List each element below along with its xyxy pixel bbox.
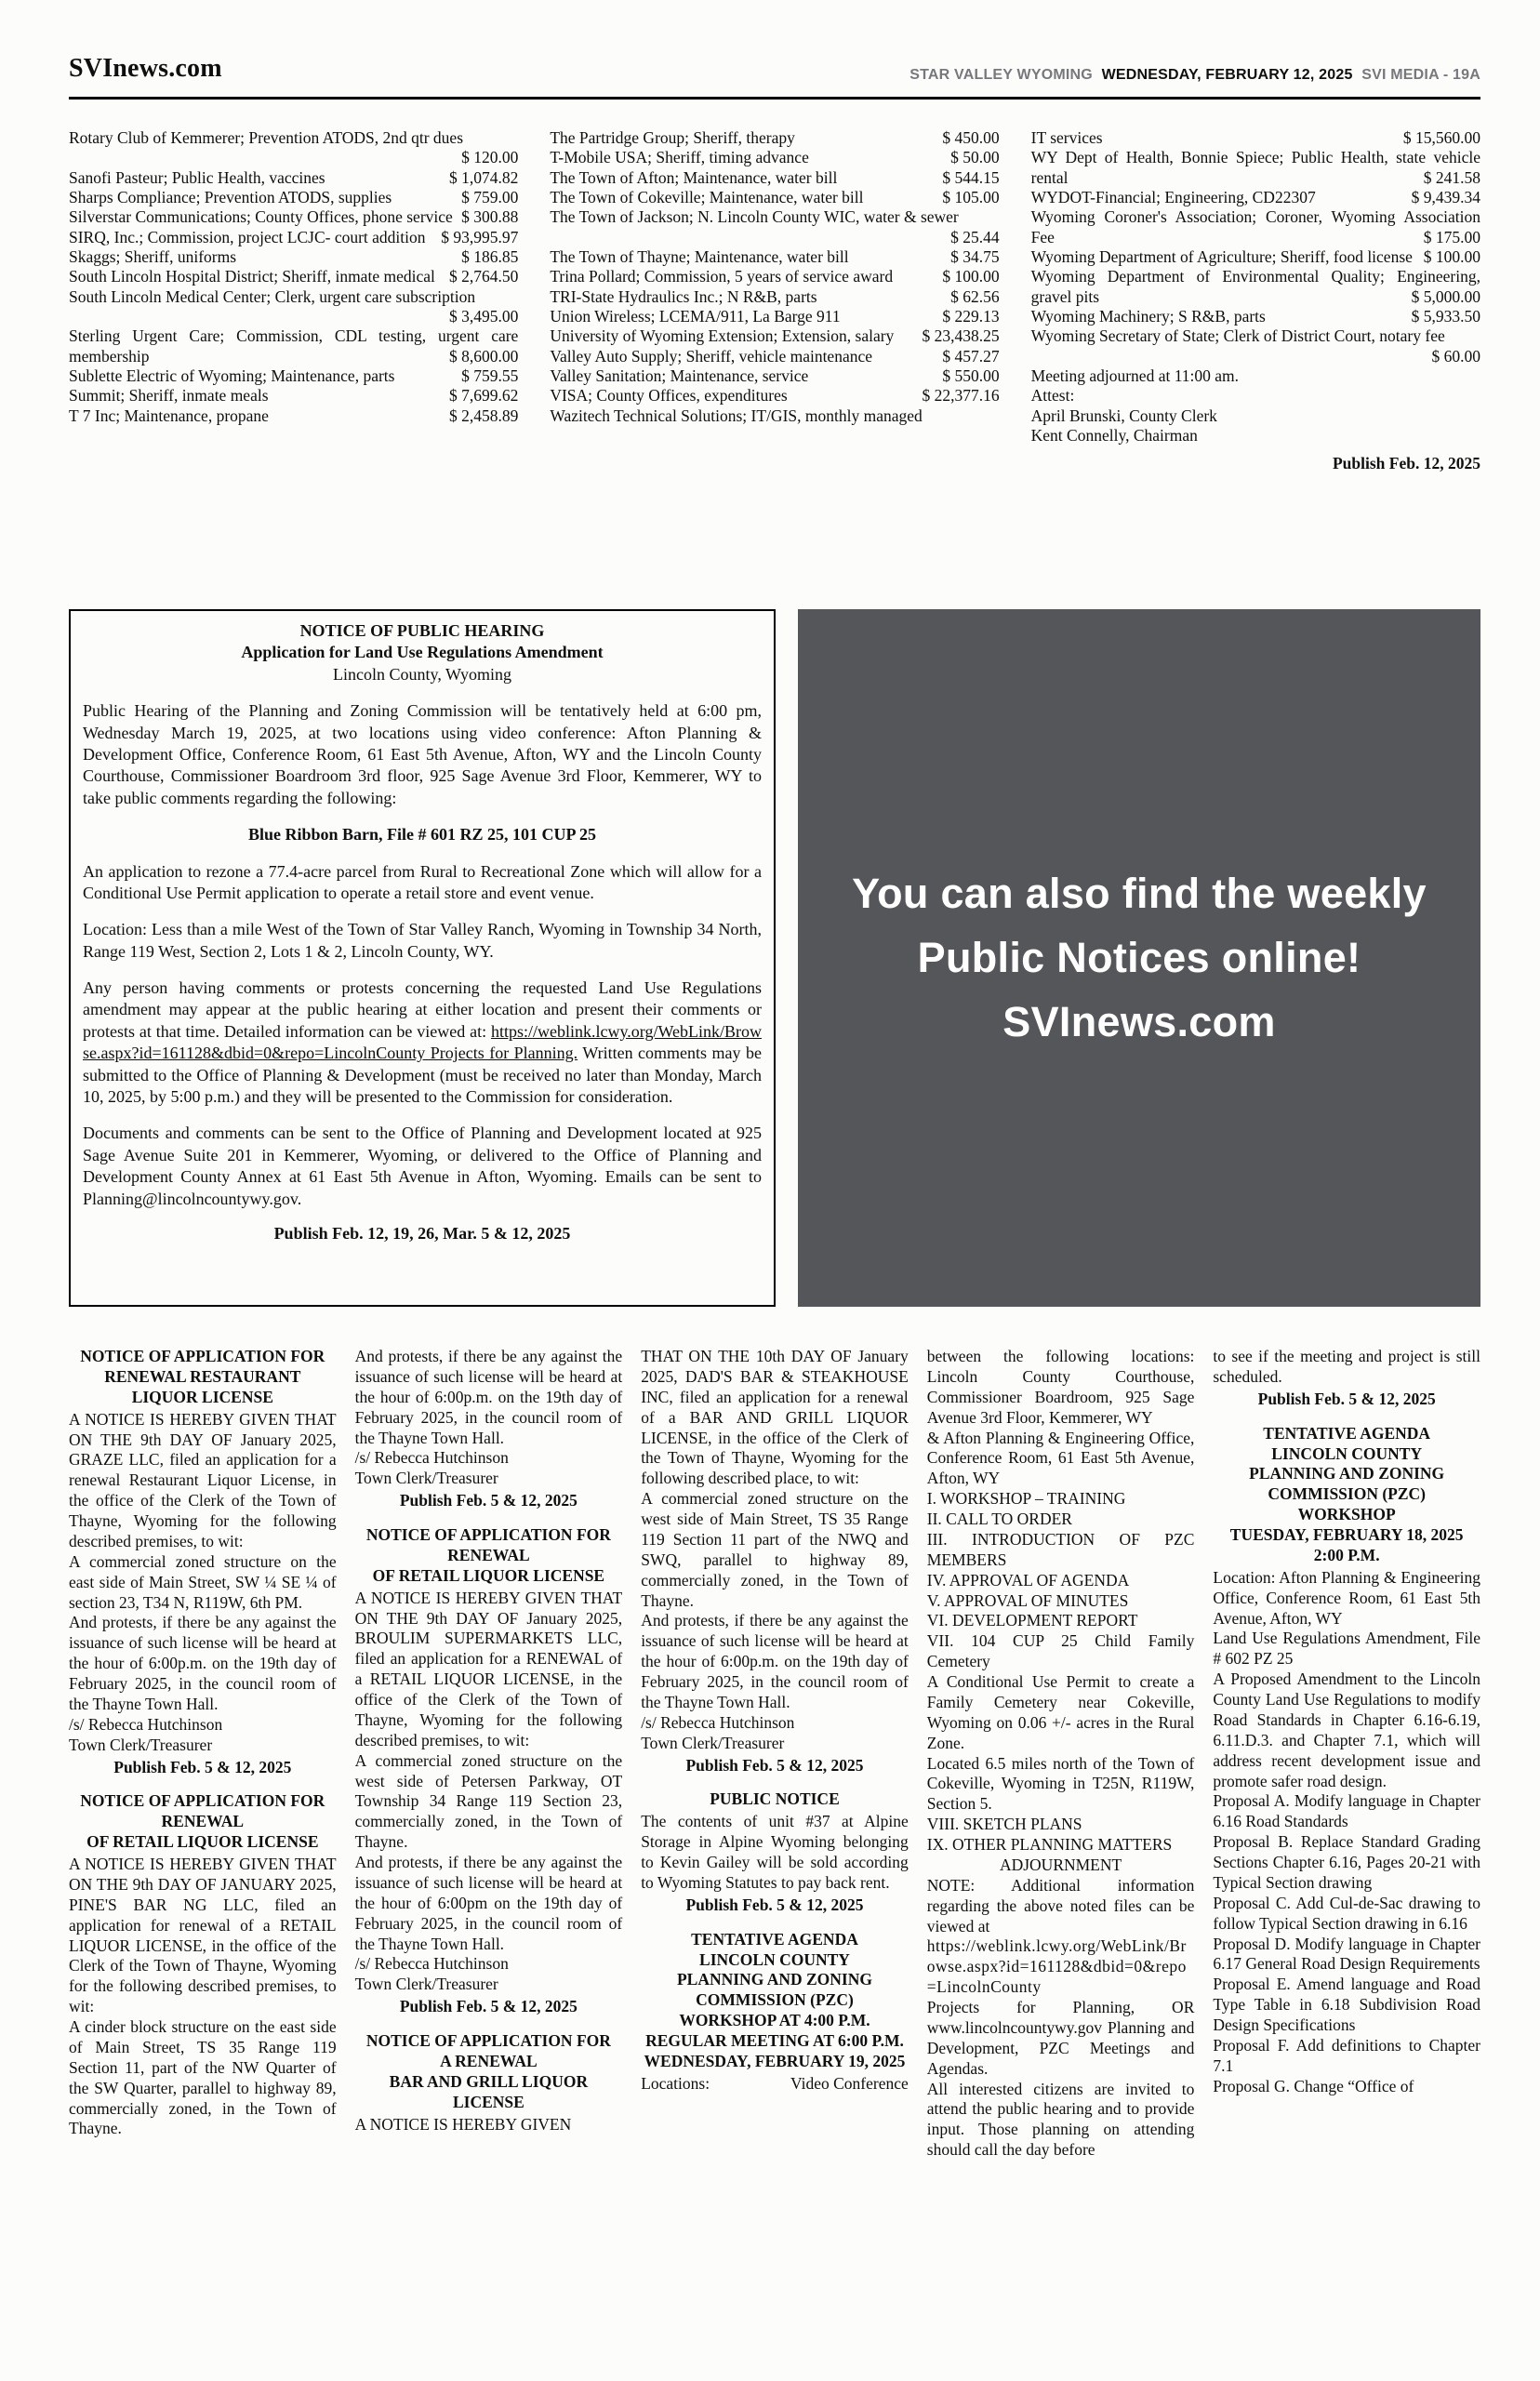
weblink-url[interactable]: https://weblink.lcwy.org/WebLink/Browse.aspx?id=161128&dbid=0&repo=LincolnCounty Projects for Planning. [83, 1021, 762, 1063]
notice-heading: TENTATIVE AGENDA LINCOLN COUNTY PLANNING AND ZONING COMMISSION (PZC) WORKSHOP TUESDAY, FEBRUARY 18, 2025 2:00 P.M. [1229, 1423, 1464, 1564]
ledger-amount: $ 1,074.82 [448, 167, 519, 187]
notice-paragraph: Proposal E. Amend language and Road Type Table in 6.18 Subdivision Road Design Specifications [1213, 1975, 1480, 2034]
ledger-amount: $ 25.44 [950, 227, 1000, 246]
notice-heading: TENTATIVE AGENDA LINCOLN COUNTY PLANNING AND ZONING COMMISSION (PZC) WORKSHOP AT 4:00 P.M. REGULAR MEETING AT 6:00 P.M. WEDNESDAY, FEBRUARY 19, 2025 [644, 1929, 906, 2070]
ledger-entry: Valley Sanitation; Maintenance, service $ 550.00 [550, 366, 1000, 386]
ledger-entry: SIRQ, Inc.; Commission, project LCJC- court addition $ 93,995.97 [69, 227, 519, 246]
signature-line: Town Clerk/Treasurer [354, 1975, 498, 1994]
notice-paragraph: A commercial zoned structure on the west side of Petersen Parkway, OT Township 34 Range 119 Section 23, commercially zoned, in the Town of Thayne. [354, 1750, 623, 1852]
ledger-entry: T 7 Inc; Maintenance, propane $ 2,458.89 [69, 406, 519, 425]
ledger-entry: IT services $ 15,560.00 [1030, 128, 1480, 147]
issue-date: WEDNESDAY, FEBRUARY 12, 2025 [1101, 67, 1353, 83]
ledger-entry: The Town of Cokeville; Maintenance, water bill $ 105.00 [550, 188, 1000, 207]
notices-column-1 [69, 1347, 337, 2161]
ledger-amount: $ 241.58 [1423, 167, 1480, 187]
ledger-entry: WY Dept of Health, Bonnie Spiece; Public Health, state vehicle rental $ 241.58 [1030, 148, 1480, 187]
header-rule [69, 97, 1480, 100]
hearing-county: Lincoln County, Wyoming [333, 664, 511, 684]
notice-paragraph: A NOTICE IS HEREBY GIVEN THAT ON THE 9th DAY OF January 2025, GRAZE LLC, filed an application for a renewal Restaurant Liquor License, in the office of the Clerk of the Town of Thayne, Wyoming for the following described premises, to wit: [69, 1409, 337, 1550]
publish-line: Publish Feb. 5 & 12, 2025 [685, 1755, 864, 1775]
middle-section [69, 609, 1480, 1307]
notice-paragraph: VIII. SKETCH PLANS [926, 1815, 1082, 1834]
ad-line-1: You can also find the weekly [852, 870, 1427, 918]
ledger-entry: WYDOT-Financial; Engineering, CD22307 $ 9,439.34 [1030, 188, 1480, 207]
hearing-paragraph: Documents and comments can be sent to the Office of Planning and Development located at 925 Sage Avenue Suite 201 in Kemmerer, Wyoming, or delivered to the Office of Planning and Development County Annex at 61 East 5th Avenue in Afton, Wyoming. Emails can be sent to Planning@lincolncountywy.gov. [83, 1124, 762, 1208]
notice-heading: NOTICE OF APPLICATION FOR RENEWAL RESTAURANT LIQUOR LICENSE [80, 1347, 325, 1406]
expenditure-ledger [69, 128, 1480, 473]
notice-paragraph: A commercial zoned structure on the west side of Main Street, TS 35 Range 119 Section 11 part of the NWQ and SWQ, parallel to highway 89, commercially zoned, in the Town of Thayne. [641, 1489, 909, 1610]
ledger-entry: Sharps Compliance; Prevention ATODS, supplies $ 759.00 [69, 188, 519, 207]
ad-line-3: SVInews.com [1002, 997, 1276, 1045]
ledger-amount: $ 759.55 [461, 366, 519, 386]
ledger-entry: Attest: [1030, 386, 1075, 406]
notice-paragraph: And protests, if there be any against the issuance of such license will be heard at the hour of 6:00p.m. on the 19th day of February 2025, in the council room of the Thayne Town Hall. [641, 1611, 909, 1711]
signature-line: Town Clerk/Treasurer [641, 1733, 785, 1752]
ledger-amount: $ 3,495.00 [448, 307, 519, 326]
ledger-entry: Trina Pollard; Commission, 5 years of service award $ 100.00 [550, 267, 1000, 286]
issue-line [905, 67, 1480, 84]
notice-paragraph: between the following locations: Lincoln County Courthouse, Commissioner Boardroom, 925 Sage Avenue 3rd Floor, Kemmerer, WY [926, 1347, 1195, 1427]
notice-value: Video Conference [790, 2073, 909, 2093]
notice-paragraph: A Proposed Amendment to the Lincoln County Land Use Regulations to modify Road Standards in Chapter 6.16-6.19, 6.11.D.3. and Chapter 7.1, which will address recent development issue and promote safer road design. [1213, 1669, 1480, 1790]
notice-paragraph: The contents of unit #37 at Alpine Storage in Alpine Wyoming belonging to Kevin Gailey will be sold according to Wyoming Statutes to pay back rent. [641, 1812, 909, 1892]
ledger-amount: $ 2,764.50 [448, 267, 519, 286]
ledger-entry: Meeting adjourned at 11:00 am. [1030, 366, 1240, 386]
notice-paragraph: VII. 104 CUP 25 Child Family Cemetery [926, 1631, 1195, 1671]
notice-paragraph: A cinder block structure on the east side of Main Street, TS 35 Range 119 Section 11, part of the NW Quarter of the SW Quarter, parallel to highway 89, commercially zoned, in the Town of Thayne. [69, 2017, 337, 2138]
ledger-amount: $ 62.56 [950, 286, 1000, 306]
hearing-subtitle: Application for Land Use Regulations Amendment [241, 643, 604, 662]
notice-paragraph: THAT ON THE 10th DAY OF January 2025, DAD'S BAR & STEAKHOUSE INC, filed an application for a renewal of a BAR AND GRILL LIQUOR LICENSE, in the office of the Clerk of the Town of Thayne, Wyoming for the following described place, to wit: [641, 1347, 909, 1488]
ledger-amount: $ 457.27 [942, 346, 1000, 366]
legal-notices [69, 1347, 1480, 2161]
ledger-entry: April Brunski, County Clerk [1030, 406, 1217, 425]
notice-paragraph: A NOTICE IS HEREBY GIVEN THAT ON THE 9th DAY OF JANUARY 2025, PINE'S BAR NG LLC, filed an application for renewal of a RETAIL LIQUOR LICENSE, in the office of the Clerk of the Town of Thayne, Wyoming for the following described premises, to wit: [69, 1855, 337, 2016]
ledger-entry: Wyoming Department of Environmental Quality; Engineering, gravel pits $ 5,000.00 [1030, 267, 1480, 306]
notice-paragraph: Land Use Regulations Amendment, File # 602 PZ 25 [1213, 1629, 1480, 1669]
ledger-amount: $ 229.13 [942, 307, 1000, 326]
ledger-entry: Sublette Electric of Wyoming; Maintenance, parts $ 759.55 [69, 366, 519, 386]
hearing-paragraph: An application to rezone a 77.4-acre parcel from Rural to Recreational Zone which will allow for a Conditional Use Permit application to operate a retail store and event venue. [83, 861, 762, 902]
publish-line: Publish Feb. 12, 19, 26, Mar. 5 & 12, 2025 [273, 1223, 571, 1243]
ledger-entry: Wyoming Machinery; S R&B, parts $ 5,933.50 [1030, 307, 1480, 326]
notices-column-4 [927, 1347, 1195, 2161]
masthead [69, 54, 1480, 84]
notice-paragraph: Proposal B. Replace Standard Grading Sections Chapter 6.16, Pages 20-21 with Typical Section drawing [1213, 1832, 1480, 1892]
notice-paragraph: Proposal C. Add Cul-de-Sac drawing to follow Typical Section drawing in 6.16 [1213, 1893, 1480, 1933]
ledger-entry: Rotary Club of Kemmerer; Prevention ATODS, 2nd qtr dues $ 120.00 [69, 128, 519, 167]
publish-line: Publish Feb. 12, 2025 [1332, 453, 1480, 472]
notice-heading: NOTICE OF APPLICATION FOR RENEWAL OF RETAIL LIQUOR LICENSE [80, 1791, 325, 1852]
ad-line-2: Public Notices online! [917, 934, 1361, 982]
notice-paragraph: And protests, if there be any against the issuance of such license will be heard at the hour of 6:00p.m. on the 19th day of February 2025, in the council room of the Thayne Town Hall. [354, 1347, 623, 1447]
notice-heading: NOTICE OF APPLICATION FOR A RENEWAL BAR AND GRILL LIQUOR LICENSE [365, 2031, 611, 2111]
ledger-entry: Sanofi Pasteur; Public Health, vaccines $ 1,074.82 [69, 167, 519, 187]
site-name: SVInews.com [69, 54, 222, 83]
notice-paragraph: A NOTICE IS HEREBY GIVEN THAT ON THE 9th DAY OF January 2025, BROULIM SUPERMARKETS LLC, filed an application for a RENEWAL of a RETAIL LIQUOR LICENSE, in the office of the Clerk of the Town of Thayne, Wyoming for the following described premises, to wit: [354, 1588, 623, 1749]
notice-centered-line: ADJOURNMENT [999, 1855, 1122, 1874]
ledger-entry: Wyoming Department of Agriculture; Sheriff, food license $ 100.00 [1030, 247, 1480, 267]
ledger-amount: $ 2,458.89 [448, 406, 519, 425]
ledger-entry: The Partridge Group; Sheriff, therapy $ 450.00 [550, 128, 1000, 147]
notice-paragraph: Proposal G. Change “Office of [1213, 2076, 1414, 2095]
ledger-amount: $ 300.88 [461, 207, 519, 227]
ledger-entry: South Lincoln Medical Center; Clerk, urgent care subscription $ 3,495.00 [69, 286, 519, 326]
ledger-entry: Union Wireless; LCEMA/911, La Barge 911 $ 229.13 [550, 307, 1000, 326]
notice-paragraph: VI. DEVELOPMENT REPORT [926, 1611, 1138, 1630]
notice-paragraph: A NOTICE IS HEREBY GIVEN [354, 2114, 572, 2134]
ledger-amount: $ 105.00 [942, 188, 1000, 207]
ledger-amount: $ 93,995.97 [441, 227, 519, 246]
publish-line: Publish Feb. 5 & 12, 2025 [685, 1895, 864, 1914]
ledger-amount: $ 7,699.62 [448, 386, 519, 406]
ledger-amount: $ 759.00 [461, 188, 519, 207]
ledger-amount: $ 120.00 [461, 148, 519, 167]
notice-paragraph: And protests, if there be any against the issuance of such license will be heard at the hour of 6:00p.m. on the 19th day of February 2025, in the council room of the Thayne Town Hall. [69, 1613, 337, 1713]
signature-line: Town Clerk/Treasurer [354, 1469, 498, 1488]
notice-paragraph: Located 6.5 miles north of the Town of Cokeville, Wyoming in T25N, R119W, Section 5. [926, 1753, 1195, 1814]
notice-paragraph: IX. OTHER PLANNING MATTERS [926, 1835, 1173, 1854]
ledger-entry: VISA; County Offices, expenditures $ 22,377.16 [550, 386, 1000, 406]
notice-location-line [641, 2074, 909, 2095]
ledger-entry: Valley Auto Supply; Sheriff, vehicle maintenance $ 457.27 [550, 346, 1000, 366]
ledger-amount: $ 34.75 [950, 247, 1000, 267]
ledger-amount: $ 186.85 [461, 247, 519, 267]
ledger-amount: $ 5,933.50 [1411, 307, 1480, 326]
ledger-amount: $ 22,377.16 [922, 386, 1000, 406]
ledger-amount: $ 8,600.00 [448, 346, 519, 366]
ledger-amount: $ 450.00 [942, 128, 1000, 147]
signature-line: /s/ Rebecca Hutchinson [641, 1712, 795, 1732]
notice-paragraph: I. WORKSHOP – TRAINING [926, 1489, 1126, 1509]
notice-paragraph: A commercial zoned structure on the east side of Main Street, SW ¼ SE ¼ of section 23, T34 N, R119W, 6th PM. [69, 1551, 337, 1612]
ledger-amount: $ 5,000.00 [1411, 286, 1480, 306]
notice-heading: NOTICE OF APPLICATION FOR RENEWAL OF RETAIL LIQUOR LICENSE [365, 1525, 611, 1585]
notice-paragraph: And protests, if there be any against the issuance of such license will be heard at the hour of 6:00pm on the 19th day of February 2025, in the council room of the Thayne Town Hall. [354, 1853, 623, 1953]
notice-paragraph: & Afton Planning & Engineering Office, Conference Room, 61 East 5th Avenue, Afton, WY [926, 1428, 1195, 1488]
ledger-entry: T-Mobile USA; Sheriff, timing advance $ 50.00 [550, 148, 1000, 167]
notices-column-5 [1213, 1347, 1480, 2161]
publish-line: Publish Feb. 5 & 12, 2025 [399, 1997, 578, 2016]
notice-paragraph: A Conditional Use Permit to create a Family Cemetery near Cokeville, Wyoming on 0.06 +/- acres in the Rural Zone. [926, 1672, 1195, 1752]
notices-column-3 [641, 1347, 909, 2161]
ledger-entry: Kent Connelly, Chairman [1030, 426, 1198, 446]
notice-paragraph: III. INTRODUCTION OF PZC MEMBERS [926, 1529, 1195, 1569]
ledger-entry: Summit; Sheriff, inmate meals $ 7,699.62 [69, 386, 519, 406]
ledger-entry: Wyoming Coroner's Association; Coroner, Wyoming Association Fee $ 175.00 [1030, 207, 1480, 246]
notice-paragraph: All interested citizens are invited to attend the public hearing and to provide input. Those planning on attending should call the day before [926, 2079, 1195, 2160]
public-notices-ad [798, 609, 1480, 1307]
ledger-amount: $ 175.00 [1423, 227, 1480, 246]
signature-line: /s/ Rebecca Hutchinson [354, 1448, 509, 1468]
notice-url[interactable]: https://weblink.lcwy.org/WebLink/Browse.aspx?id=161128&dbid=0&repo=LincolnCounty [926, 1936, 1187, 1997]
notice-paragraph: II. CALL TO ORDER [926, 1510, 1072, 1528]
ledger-amount: $ 100.00 [942, 267, 1000, 286]
signature-line: /s/ Rebecca Hutchinson [354, 1954, 509, 1974]
publish-line: Publish Feb. 5 & 12, 2025 [113, 1757, 292, 1776]
ledger-column-2 [550, 128, 999, 473]
publish-line: Publish Feb. 5 & 12, 2025 [1257, 1389, 1436, 1408]
notice-paragraph: Proposal F. Add definitions to Chapter 7.1 [1213, 2035, 1480, 2075]
page-number: SVI MEDIA - 19A [1361, 67, 1480, 83]
notice-paragraph: V. APPROVAL OF MINUTES [926, 1590, 1129, 1610]
ledger-column-1 [69, 128, 518, 473]
ledger-entry: Silverstar Communications; County Offices, phone service $ 300.88 [69, 207, 519, 227]
notice-heading: PUBLIC NOTICE [710, 1789, 840, 1809]
hearing-paragraph: Any person having comments or protests concerning the requested Land Use Regulations amendment may appear at the public hearing at either location and present their comments or protests at that time. Detailed information can be viewed at: https://weblink.lcwy.org/WebLink/Browse.aspx?id=161128&dbid=0&repo=LincolnCounty Projects for Planning. Written comments may be submitted to the Office of Planning & Development (must be received no later than Monday, March 10, 2025, by 5:00 p.m.) and they will be presented to the Commission for consideration. [83, 978, 762, 1107]
ledger-amount: $ 60.00 [1431, 346, 1480, 366]
notice-paragraph: IV. APPROVAL OF AGENDA [926, 1570, 1130, 1590]
notice-paragraph: NOTE: Additional information regarding the above noted files can be viewed at [926, 1875, 1195, 1935]
hearing-paragraph: Location: Less than a mile West of the Town of Star Valley Ranch, Wyoming in Township 34 North, Range 119 West, Section 2, Lots 1 & 2, Lincoln County, WY. [83, 920, 762, 961]
hearing-file-line: Blue Ribbon Barn, File # 601 RZ 25, 101 CUP 25 [247, 825, 597, 845]
ledger-amount: $ 550.00 [942, 366, 1000, 386]
notice-paragraph: to see if the meeting and project is still scheduled. [1213, 1347, 1480, 1386]
publish-line: Publish Feb. 5 & 12, 2025 [399, 1491, 578, 1510]
ledger-entry: The Town of Thayne; Maintenance, water bill $ 34.75 [550, 247, 1000, 267]
ledger-amount: $ 15,560.00 [1402, 128, 1480, 147]
hearing-title: NOTICE OF PUBLIC HEARING [299, 621, 545, 640]
ledger-entry: Skaggs; Sheriff, uniforms $ 186.85 [69, 247, 519, 267]
notice-paragraph: Projects for Planning, OR www.lincolncountywy.gov Planning and Development, PZC Meetings and Agendas. [926, 1998, 1195, 2078]
ledger-entry: Wyoming Secretary of State; Clerk of District Court, notary fee $ 60.00 [1030, 326, 1480, 366]
ledger-entry: University of Wyoming Extension; Extension, salary $ 23,438.25 [550, 326, 1000, 346]
ledger-entry: Sterling Urgent Care; Commission, CDL testing, urgent care membership $ 8,600.00 [69, 326, 519, 366]
notice-paragraph: Location: Afton Planning & Engineering Office, Conference Room, 61 East 5th Avenue, Afton, WY [1213, 1567, 1480, 1628]
paper-name: STAR VALLEY WYOMING [909, 67, 1093, 83]
notices-column-2 [355, 1347, 623, 2161]
public-hearing-notice [69, 609, 776, 1307]
ledger-entry: Wazitech Technical Solutions; IT/GIS, monthly managed [550, 406, 923, 425]
hearing-paragraph: Public Hearing of the Planning and Zoning Commission will be tentatively held at 6:00 pm, Wednesday March 19, 2025, at two locations using video conference: Afton Planning & Development Office, Conference Room, 61 East 5th Avenue, Afton, WY and the Lincoln County Courthouse, Commissioner Boardroom 3rd floor, 925 Sage Avenue 3rd Floor, Kemmerer, WY to take public comments regarding the following: [83, 701, 762, 807]
signature-line: Town Clerk/Treasurer [69, 1735, 213, 1754]
ledger-amount: $ 23,438.25 [922, 326, 1000, 346]
signature-line: /s/ Rebecca Hutchinson [69, 1714, 223, 1734]
notice-paragraph: Proposal A. Modify language in Chapter 6.16 Road Standards [1213, 1791, 1480, 1831]
ledger-amount: $ 544.15 [942, 167, 1000, 187]
hearing-body [83, 700, 762, 1244]
ledger-entry: The Town of Afton; Maintenance, water bill $ 544.15 [550, 167, 1000, 187]
ledger-column-3 [1031, 128, 1480, 473]
ledger-amount: $ 9,439.34 [1411, 188, 1480, 207]
ledger-amount: $ 50.00 [950, 148, 1000, 167]
notice-paragraph: Proposal D. Modify language in Chapter 6.17 General Road Design Requirements [1213, 1934, 1480, 1974]
ledger-entry: South Lincoln Hospital District; Sheriff, inmate medical $ 2,764.50 [69, 267, 519, 286]
ledger-entry: TRI-State Hydraulics Inc.; N R&B, parts $ 62.56 [550, 286, 1000, 306]
ledger-entry: The Town of Jackson; N. Lincoln County WIC, water & sewer $ 25.44 [550, 207, 1000, 246]
ledger-amount: $ 100.00 [1423, 247, 1480, 267]
notice-key: Locations: [641, 2073, 710, 2093]
